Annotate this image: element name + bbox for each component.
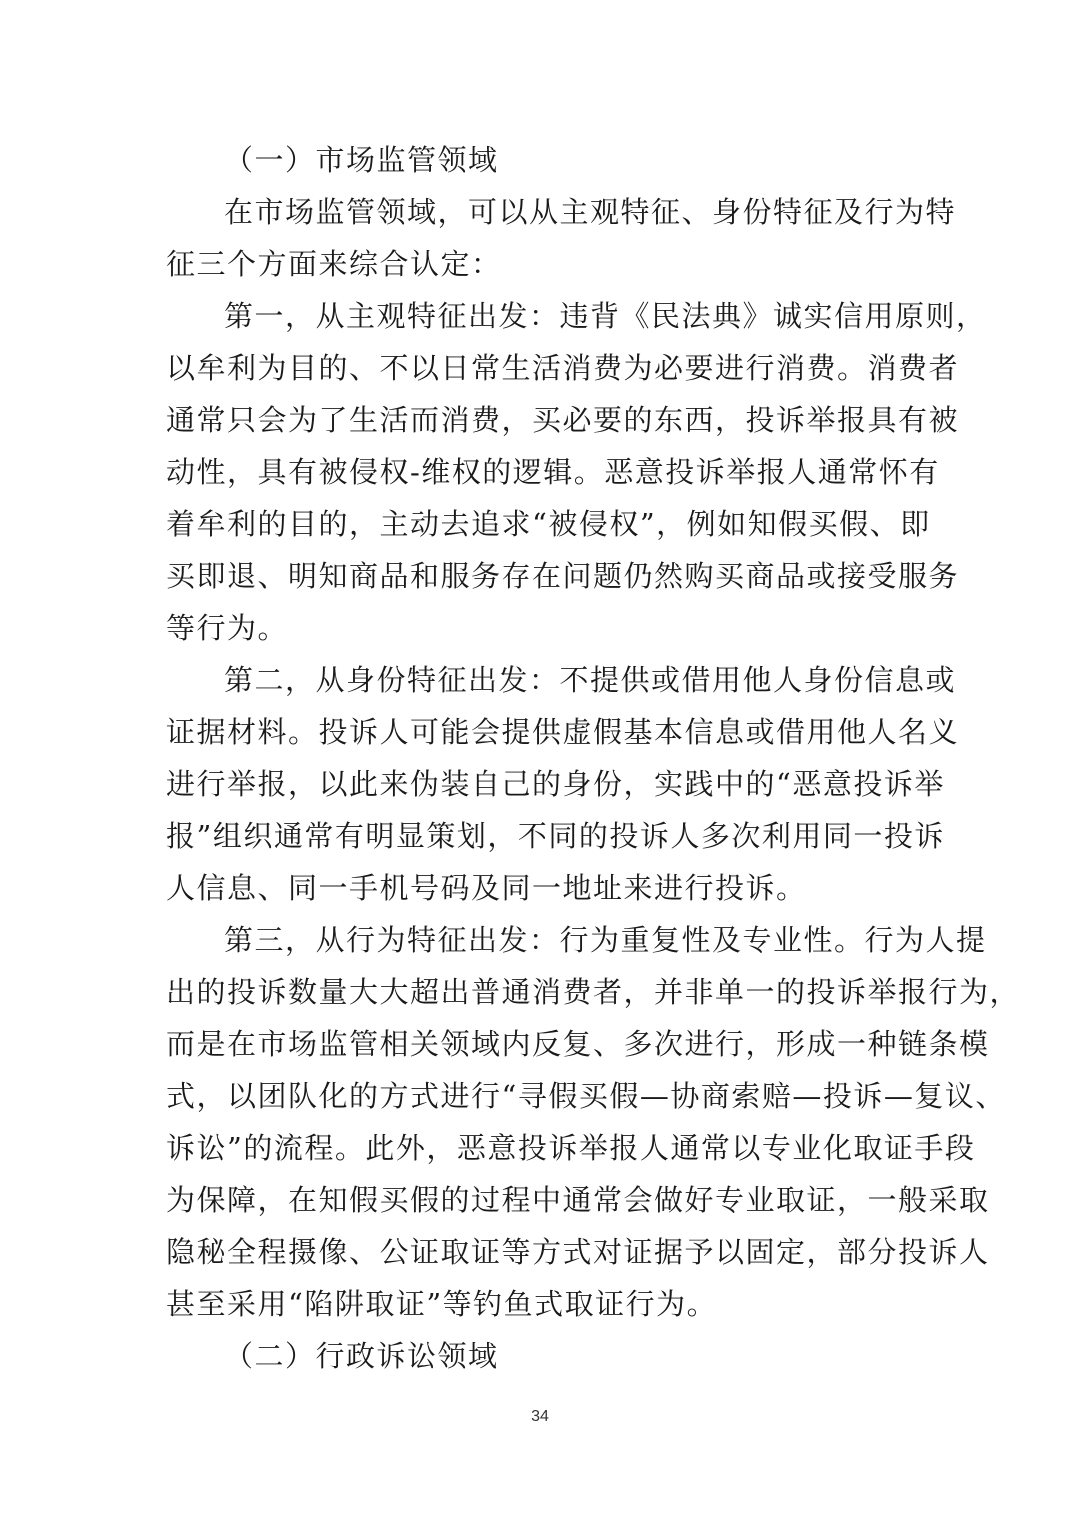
paragraph-2-line-3: 通常只会为了生活而消费，买必要的东西，投诉举报具有被 <box>166 403 960 437</box>
paragraph-3-line-1: 第二，从身份特征出发：不提供或借用他人身份信息或 <box>224 663 957 697</box>
paragraph-4-line-8: 甚至采用“陷阱取证”等钓鱼式取证行为。 <box>166 1287 718 1321</box>
paragraph-2-line-2: 以牟利为目的、不以日常生活消费为必要进行消费。消费者 <box>166 351 960 385</box>
paragraph-4-line-6: 为保障，在知假买假的过程中通常会做好专业取证，一般采取 <box>166 1183 990 1217</box>
page-number: 34 <box>531 1408 549 1425</box>
paragraph-1-line-1: 在市场监管领域，可以从主观特征、身份特征及行为特 <box>224 195 957 229</box>
section-heading-2: （二）行政诉讼领域 <box>224 1339 499 1373</box>
paragraph-2-line-6: 买即退、明知商品和服务存在问题仍然购买商品或接受服务 <box>166 559 960 593</box>
paragraph-3-line-5: 人信息、同一手机号码及同一地址来进行投诉。 <box>166 871 807 905</box>
paragraph-4-line-3: 而是在市场监管相关领域内反复、多次进行，形成一种链条模 <box>166 1027 990 1061</box>
paragraph-4-line-4: 式，以团队化的方式进行“寻假买假—协商索赔—投诉—复议、 <box>166 1079 1006 1113</box>
paragraph-4-line-7: 隐秘全程摄像、公证取证等方式对证据予以固定，部分投诉人 <box>166 1235 990 1269</box>
paragraph-1-line-2: 征三个方面来综合认定： <box>166 247 502 281</box>
paragraph-3-line-3: 进行举报，以此来伪装自己的身份，实践中的“恶意投诉举 <box>166 767 945 801</box>
paragraph-4-line-5: 诉讼”的流程。此外，恶意投诉举报人通常以专业化取证手段 <box>166 1131 976 1165</box>
section-heading-1: （一）市场监管领域 <box>224 143 499 177</box>
paragraph-4-line-2: 出的投诉数量大大超出普通消费者，并非单一的投诉举报行为， <box>166 975 1021 1009</box>
paragraph-3-line-4: 报”组织通常有明显策划，不同的投诉人多次利用同一投诉 <box>166 819 945 853</box>
paragraph-4-line-1: 第三，从行为特征出发：行为重复性及专业性。行为人提 <box>224 923 987 957</box>
paragraph-2-line-5: 着牟利的目的，主动去追求“被侵权”，例如知假买假、即 <box>166 507 931 541</box>
paragraph-3-line-2: 证据材料。投诉人可能会提供虚假基本信息或借用他人名义 <box>166 715 960 749</box>
paragraph-2-line-7: 等行为。 <box>166 611 289 645</box>
paragraph-2-line-4: 动性，具有被侵权-维权的逻辑。恶意投诉举报人通常怀有 <box>166 455 940 489</box>
paragraph-2-line-1: 第一，从主观特征出发：违背《民法典》诚实信用原则， <box>224 299 987 333</box>
